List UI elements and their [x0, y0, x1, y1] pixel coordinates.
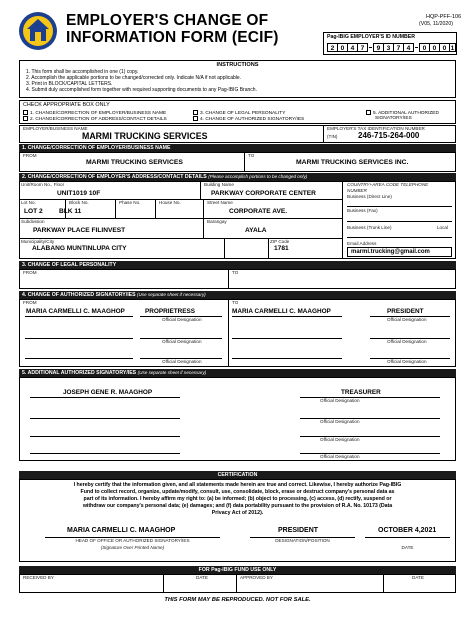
pagibig-logo: [18, 11, 58, 51]
section2-contact-divider: [342, 181, 343, 259]
s5-name-line-1: [30, 397, 180, 398]
sig-label-2: (Signature Over Printed Name): [100, 545, 165, 550]
s2-v8: [268, 238, 269, 259]
tin-label: EMPLOYER'S TAX IDENTIFICATION NUMBER: [327, 126, 425, 131]
section1-from-label: FROM: [23, 153, 37, 158]
email-label: Email Address: [347, 241, 377, 246]
s4-from-line-1a: [25, 316, 133, 317]
street-label: Street Name: [207, 200, 233, 205]
check-option-3-label: 3. CHANGE OF LEGAL PERSONALITY: [200, 110, 286, 116]
certification-line-1: I hereby certify that the information given, and all statements made herein are true and correct. Likewise, I hereby authorize Pag-IBIG: [73, 482, 402, 488]
s5-name-line-3: [30, 436, 180, 437]
section5-designation[interactable]: TREASURER: [341, 389, 381, 396]
id-digit-4: 7: [357, 43, 368, 52]
section3-to-label: TO: [232, 270, 239, 275]
form-title-line1: EMPLOYER'S CHANGE OF: [66, 12, 269, 29]
house-label: House No.: [159, 200, 181, 205]
s4-to-line-1a: [232, 316, 342, 317]
id-digit-12: 1: [450, 45, 455, 52]
employer-name-value[interactable]: MARMI TRUCKING SERVICES: [82, 131, 208, 141]
block-value[interactable]: BLK 11: [59, 208, 82, 215]
employer-name-label: EMPLOYER/BUSINESS NAME: [23, 126, 88, 131]
unit-label: Unit/Room No., Floor: [21, 182, 65, 187]
barangay-value[interactable]: AYALA: [245, 227, 267, 234]
s4-from-official-3: Official Designation: [162, 359, 202, 364]
section4-from-designation[interactable]: PROPRIETRESS: [145, 308, 196, 315]
s2-v6: [203, 218, 204, 238]
section1-to-value[interactable]: MARMI TRUCKING SERVICES INC.: [296, 159, 409, 166]
id-dash-2: [415, 47, 418, 48]
checkbox-4[interactable]: [193, 116, 198, 121]
zip-value[interactable]: 1781: [274, 245, 289, 252]
subdivision-value[interactable]: PARKWAY PLACE FILINVEST: [33, 227, 126, 234]
fund-date-label-2: DATE: [412, 575, 424, 580]
section2-title-note: (Please accomplish portions to be changed only): [208, 174, 308, 179]
received-by-label: RECEIVED BY: [23, 575, 54, 580]
checkbox-3[interactable]: [193, 110, 198, 115]
lot-label: Lot No.: [21, 200, 36, 205]
approved-by-label: APPROVED BY: [240, 575, 273, 580]
section5-title-text: 5. ADDITIONAL AUTHORIZED SIGNATORY/IES: [22, 370, 137, 376]
id-digit-8: 4: [403, 43, 414, 52]
id-digit-9: 0: [419, 43, 430, 52]
section5-title: [19, 369, 456, 377]
local-label: Local: [437, 225, 448, 230]
s4-from-official-2: Official Designation: [162, 339, 202, 344]
id-digit-1: 2: [327, 43, 338, 52]
footer-note: THIS FORM MAY BE REPRODUCED. NOT FOR SALE.: [164, 597, 311, 603]
check-option-1[interactable]: [23, 110, 166, 116]
check-box-title: CHECK APPROPRIATE BOX ONLY: [23, 102, 110, 108]
lot-value[interactable]: LOT 2: [24, 208, 43, 215]
section4-title: [19, 291, 456, 299]
section4-from-label: FROM: [23, 300, 37, 305]
tin-prefix: (TIN): [327, 134, 338, 139]
instruction-item-4: 4. Submit duly accomplished form together with required supporting documents to any Pag-IBIG Branch.: [26, 87, 257, 93]
s2-v4: [155, 199, 156, 218]
position-label: DESIGNATION/POSITION: [275, 538, 330, 543]
section3-title: 3. CHANGE OF LEGAL PERSONALITY: [19, 261, 456, 269]
section4-from-name[interactable]: MARIA CARMELLI C. MAAGHOP: [26, 308, 125, 315]
s4-from-line-2a: [25, 338, 133, 339]
pagibig-id-label: Pag-IBIG EMPLOYER'S ID NUMBER: [327, 34, 415, 40]
s5-name-line-4: [30, 453, 180, 454]
certification-line-5: Privacy Act of 2012).: [211, 510, 264, 516]
s4-from-line-3a: [25, 358, 133, 359]
check-option-3[interactable]: [193, 110, 285, 116]
section1-from-value[interactable]: MARMI TRUCKING SERVICES: [86, 159, 183, 166]
section1-title: 1. CHANGE/CORRECTION OF EMPLOYER/BUSINESS NAME: [19, 144, 456, 152]
tin-value[interactable]: 246-715-264-000: [358, 131, 420, 140]
direct-line-field: [347, 206, 452, 207]
s4-to-line-2a: [232, 338, 342, 339]
check-option-2[interactable]: [23, 116, 167, 122]
signatory-date[interactable]: OCTOBER 4,2021: [378, 527, 437, 534]
instruction-item-1: 1. This form shall be accomplished in one (1) copy.: [26, 69, 139, 75]
trunk-line-label: Business (Trunk Line): [347, 225, 392, 230]
section4-divider: [228, 299, 229, 367]
building-value[interactable]: PARKWAY CORPORATE CENTER: [211, 190, 316, 197]
section2-title-text: 2. CHANGE/CORRECTION OF EMPLOYER'S ADDRESS/CONTACT DETAILS: [22, 174, 207, 180]
id-digit-11: 0: [439, 43, 450, 52]
check-option-5[interactable]: [366, 110, 439, 116]
instructions-title: INSTRUCTIONS: [216, 62, 259, 68]
section4-title-note: (Use separate sheet if necessary): [137, 292, 206, 297]
email-value[interactable]: marmi.trucking@gmail.com: [351, 249, 430, 255]
checkbox-1[interactable]: [23, 110, 28, 115]
s5-official-3: Official Designation: [320, 437, 360, 442]
fund-use-box: [19, 574, 456, 593]
s2-v7: [224, 238, 225, 259]
s5-official-4: Official Designation: [320, 454, 360, 459]
municipality-label: Municipality/City: [21, 239, 55, 244]
fax-label: Business (Fax): [347, 208, 378, 213]
date-line: [365, 537, 450, 538]
id-digit-5: 9: [373, 43, 384, 52]
s4-to-official-3: Official Designation: [387, 359, 427, 364]
section4-title-text: 4. CHANGE OF AUTHORIZED SIGNATORY/IES: [22, 292, 136, 298]
form-title-line2: INFORMATION FORM (ECIF): [66, 29, 279, 46]
form-version: (V05, 11/2020): [419, 21, 453, 27]
s4-to-official-2: Official Designation: [387, 339, 427, 344]
instruction-item-3: 3. Print in BLOCK/CAPITAL LETTERS.: [26, 81, 113, 87]
id-digit-10: 0: [429, 43, 440, 52]
certification-line-3: part of its information. I hereby affirm my right to: (a) be informed; (b) object to processing, (c) access, (d) rectify, suspend or: [83, 496, 392, 502]
employer-tin-divider: [323, 125, 324, 143]
signatory-position[interactable]: PRESIDENT: [278, 527, 319, 534]
fund-v1: [163, 574, 164, 593]
direct-line-label: Business (Direct Line): [347, 194, 392, 199]
id-digit-7: 7: [393, 43, 404, 52]
section5-name[interactable]: JOSEPH GENE R. MAAGHOP: [63, 389, 153, 396]
unit-value[interactable]: UNIT1019 10F: [57, 190, 101, 197]
section4-to-name[interactable]: MARIA CARMELLI C. MAAGHOP: [232, 308, 331, 315]
date-label: DATE: [401, 545, 414, 550]
sig-label-1: HEAD OF OFFICE OR AUTHORIZED SIGNATORY/IES: [75, 538, 190, 543]
form-code: HQP-PFF-106: [426, 14, 462, 20]
id-digit-6: 3: [383, 43, 394, 52]
fund-v3: [383, 574, 384, 593]
s5-official-1: Official Designation: [320, 398, 360, 403]
contact-header-1: COUNTRY+AREA CODE TELEPHONE: [347, 182, 429, 187]
fund-use-title: FOR Pag-IBIG FUND USE ONLY: [19, 566, 456, 574]
check-option-5-label-2: SIGNATORY/IES: [375, 116, 412, 121]
certification-title: CERTIFICATION: [19, 471, 456, 479]
phase-label: Phase No.: [119, 200, 141, 205]
checkbox-5[interactable]: [366, 110, 371, 115]
check-option-5-label: 5. ADDITIONAL AUTHORIZED: [373, 110, 439, 116]
section3-from-label: FROM: [23, 270, 37, 275]
zip-label: ZIP Code: [270, 239, 290, 244]
municipality-value[interactable]: ALABANG MUNTINLUPA CITY: [32, 245, 127, 252]
s2-v1: [200, 181, 201, 199]
id-dash-1: [369, 47, 372, 48]
signatory-name[interactable]: MARIA CARMELLI C. MAAGHOP: [67, 527, 176, 534]
instruction-item-2: 2. Accomplish the applicable portions to be changed/corrected only. Indicate N/A if not applicable.: [26, 75, 242, 81]
contact-header-2: NUMBER: [347, 188, 367, 193]
street-value[interactable]: CORPORATE AVE.: [229, 208, 288, 215]
trunk-field: [347, 237, 452, 238]
section3-divider: [228, 269, 229, 289]
barangay-label: Barangay: [207, 219, 227, 224]
id-digit-3: 4: [347, 43, 358, 52]
fax-field: [347, 221, 452, 222]
section1-divider: [244, 152, 245, 172]
id-digit-2: 0: [337, 43, 348, 52]
certification-line-2: Fund to collect record, organize, update/modify, consult, use, consolidate, block, erase or destruct company's personal data as: [80, 489, 395, 495]
s5-official-2: Official Designation: [320, 419, 360, 424]
section2-title: [19, 173, 456, 181]
block-label: Block No.: [69, 200, 89, 205]
check-option-2-label: 2. CHANGE/CORRECTION OF ADDRESS/CONTACT DETAILS: [30, 116, 167, 122]
section4-to-designation[interactable]: PRESIDENT: [387, 308, 424, 315]
s4-to-line-3a: [232, 358, 342, 359]
s5-name-line-2: [30, 418, 180, 419]
pagibig-seal-icon: [18, 11, 58, 51]
s4-from-official-1: Official Designation: [162, 317, 202, 322]
check-option-4[interactable]: [193, 116, 304, 122]
section4-to-label: TO: [232, 300, 239, 305]
subdivision-label: Subdivision: [21, 219, 45, 224]
s2-v5: [203, 199, 204, 218]
fund-date-label-1: DATE: [196, 575, 208, 580]
checkbox-2[interactable]: [23, 116, 28, 121]
s4-to-official-1: Official Designation: [387, 317, 427, 322]
building-label: Building Name: [204, 182, 234, 187]
certification-line-4: withdraw our company's personal data; (e) damages; and (f) data portability pursuant to the provision of R.A. No. 10173 (Data: [82, 503, 393, 509]
s2-v3: [115, 199, 116, 218]
s2-row2: [19, 218, 342, 219]
s2-row3: [19, 238, 342, 239]
section5-title-note: (Use separate sheet if necessary): [137, 370, 207, 375]
check-option-4-label: 4. CHANGE OF AUTHORIZED SIGNATORY/IES: [200, 116, 305, 122]
section1-to-label: TO: [248, 153, 255, 158]
check-option-1-label: 1. CHANGE/CORRECTION OF EMPLOYER/BUSINESS NAME: [30, 110, 167, 116]
fund-v2: [236, 574, 237, 593]
